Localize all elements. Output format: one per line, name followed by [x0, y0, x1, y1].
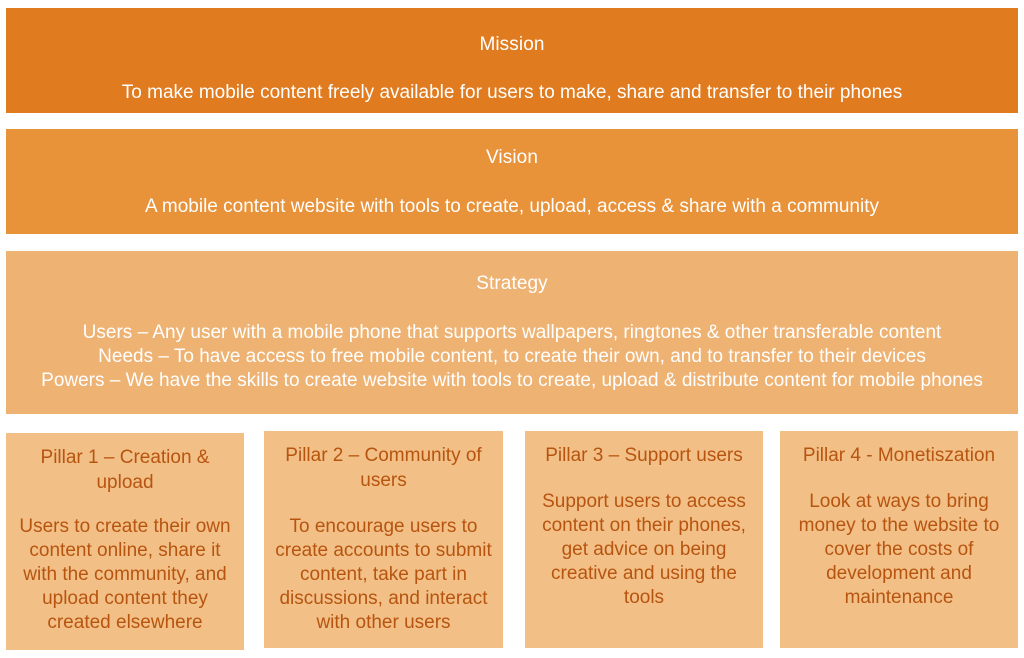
pillar-4-title: Pillar 4 - Monetiszation: [802, 445, 996, 466]
pillar-2-box: [264, 431, 503, 648]
pillar-1-title: Pillar 1 – Creation & upload: [40, 447, 210, 493]
pillar-3-box: [525, 431, 763, 648]
strategy-lines: [6, 321, 1018, 393]
vision-statement: A mobile content website with tools to create, upload, access & share with a community: [145, 196, 879, 217]
pillar-1-box: [6, 433, 244, 650]
pillar-2-description: To encourage users to create accounts to submit content, take part in discussions, and interact with other users: [275, 516, 492, 633]
pillar-1-description: Users to create their own content online, share it with the community, and upload content they created elsewhere: [19, 516, 231, 633]
vision-title: Vision: [485, 147, 538, 168]
pillar-4-box: [780, 431, 1018, 648]
strategy-needs-line: Needs – To have access to free mobile content, to create their own, and to transfer to their devices: [98, 346, 926, 367]
pillar-3-description: Support users to access content on their phones, get advice on being creative and using the tools: [542, 491, 746, 608]
pillar-4-description: Look at ways to bring money to the website to cover the costs of development and maintenance: [798, 491, 1000, 608]
strategy-powers-line: Powers – We have the skills to create website with tools to create, upload & distribute content for mobile phones: [41, 370, 983, 391]
mission-title: Mission: [479, 34, 545, 55]
strategy-band: [6, 251, 1018, 414]
mission-statement: To make mobile content freely available for users to make, share and transfer to their phones: [121, 82, 903, 103]
strategy-users-line: Users – Any user with a mobile phone that supports wallpapers, ringtones & other transferable content: [82, 322, 942, 343]
pillar-3-title: Pillar 3 – Support users: [545, 445, 743, 466]
mission-band: [6, 8, 1018, 113]
vision-band: [6, 129, 1018, 234]
strategy-title: Strategy: [476, 273, 548, 294]
pillar-2-title: Pillar 2 – Community of users: [285, 445, 482, 491]
